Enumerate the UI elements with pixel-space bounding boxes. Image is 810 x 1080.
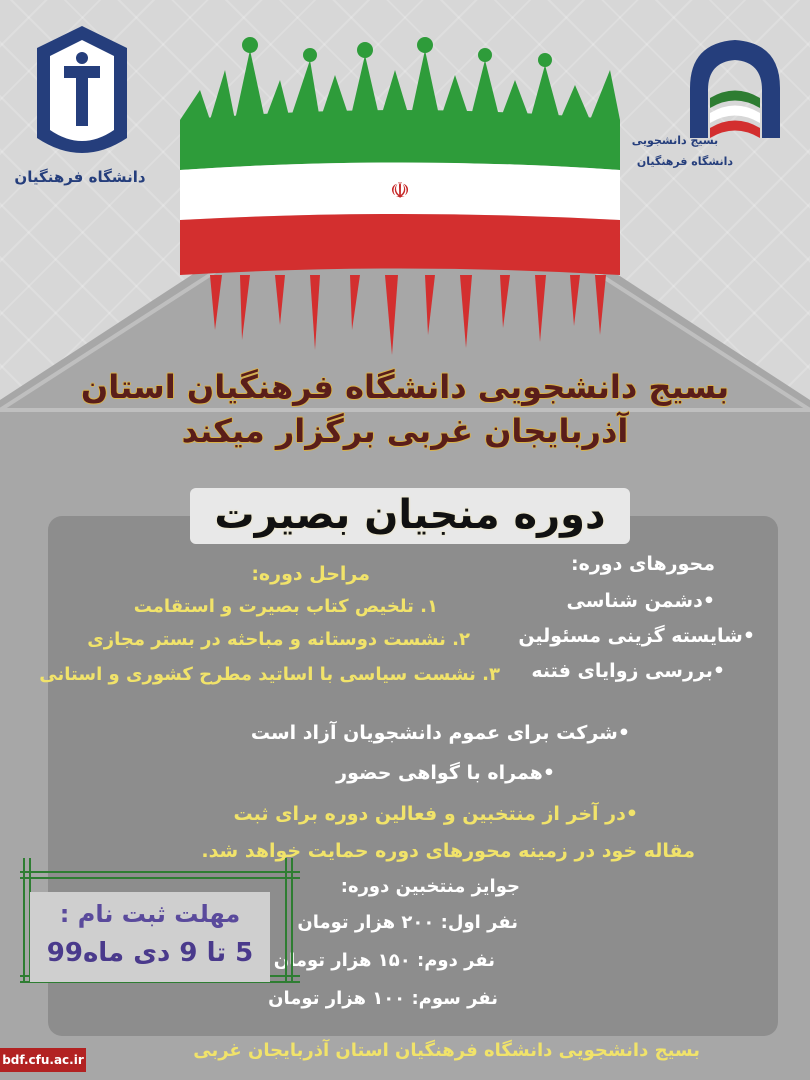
prize-item: نفر دوم: ۱۵۰ هزار تومان (273, 950, 495, 971)
prizes-heading: جوایز منتخبین دوره: (340, 876, 520, 897)
stage-item: ۲. نشست دوستانه و مباحثه در بستر مجازی (87, 629, 470, 650)
topic-item: •دشمن شناسی (566, 590, 715, 612)
site-watermark: bdf.cfu.ac.ir (0, 1048, 86, 1072)
left-logo-caption: دانشگاه فرهنگیان (14, 168, 146, 186)
note-article-support-2: مقاله خود در زمینه محورهای دوره حمایت خواهد شد. (201, 840, 695, 862)
topic-item: •بررسی زوایای فتنه (531, 660, 725, 682)
deadline-dates: 5 تا 9 دی ماه99 (46, 938, 254, 968)
footer-organizer: بسیج دانشجویی دانشگاه فرهنگیان استان آذربایجان غربی (193, 1040, 700, 1061)
note-certificate: •همراه با گواهی حضور (336, 762, 555, 784)
right-logo-caption-2: دانشگاه فرهنگیان (636, 155, 734, 168)
svg-text:☫: ☫ (390, 179, 410, 204)
headline-line-2: آذربایجان غربی برگزار میکند (181, 412, 629, 450)
stage-item: ۳. نشست سیاسی با اساتید مطرح کشوری و استانی (39, 664, 500, 685)
headline-line-1: بسیج دانشجویی دانشگاه فرهنگیان استان (80, 368, 730, 406)
topics-heading: محورهای دوره: (571, 553, 715, 575)
iran-flag-crowd-illustration (170, 30, 630, 360)
right-logo-caption-1: بسیج دانشجویی (631, 134, 719, 147)
topic-item: •شایسته گزینی مسئولین (518, 625, 755, 647)
stage-item: ۱. تلخیص کتاب بصیرت و استقامت (133, 596, 438, 617)
course-title: دوره منجیان بصیرت (214, 492, 606, 538)
note-article-support-1: •در آخر از منتخبین و فعالین دوره برای ثبت (233, 803, 638, 825)
prize-item: نفر سوم: ۱۰۰ هزار تومان (268, 988, 498, 1009)
prize-item: نفر اول: ۲۰۰ هزار تومان (297, 912, 518, 933)
note-open-to-all: •شرکت برای عموم دانشجویان آزاد است (250, 722, 630, 744)
stages-heading: مراحل دوره: (251, 563, 370, 585)
deadline-label: مهلت ثبت نام : (59, 900, 241, 928)
organizer-headline (80, 365, 730, 453)
student-basij-logo (680, 28, 790, 168)
